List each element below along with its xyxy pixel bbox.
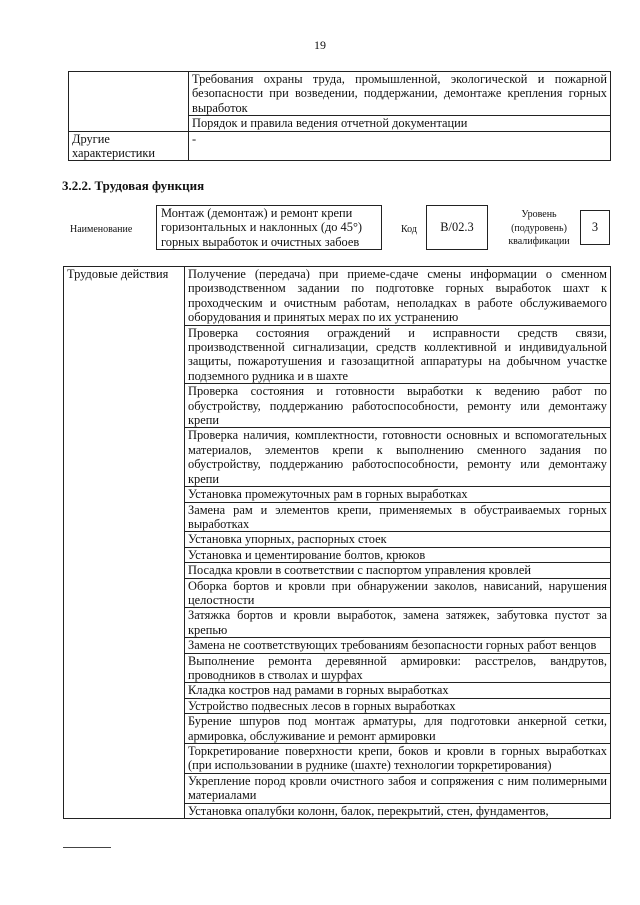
labor-action-item: Проверка состояния ограждений и исправности средств связи, производственной сигнализации, средств коллективной и индивидуальной защиты, пожаротушения и газозащитной аппаратуры на добычном участке подземного рудника и в шахте <box>185 325 611 384</box>
table-row <box>64 267 611 326</box>
name-label: Наименование <box>70 224 133 235</box>
labor-action-item: Торкретирование поверхности крепи, боков и кровли в горных выработках (при использовании в руднике (шахте) технологии торкретирования) <box>185 744 611 774</box>
code-value: В/02.3 <box>440 220 474 234</box>
labor-action-item: Установка опалубки колонн, балок, перекрытий, стен, фундаментов, <box>185 803 611 818</box>
knowledge-table <box>68 71 611 161</box>
row-label: Другие характеристики <box>69 131 189 161</box>
labor-actions-table <box>63 266 611 819</box>
table-row <box>69 131 611 161</box>
labor-action-item: Устройство подвесных лесов в горных выработках <box>185 698 611 713</box>
level-value: 3 <box>591 220 599 234</box>
code-box <box>426 205 488 250</box>
level-label: Уровень (подуровень) квалификации <box>508 209 570 247</box>
level-box <box>580 210 610 245</box>
row-text: Требования охраны труда, промышленной, экологической и пожарной безопасности при возведении, поддержании, демонтаже крепления горных выработок <box>189 72 611 116</box>
labor-action-item: Проверка состояния и готовности выработки к ведению работ по обустройству, поддержанию работоспособности, ремонту или демонтажу крепи <box>185 384 611 428</box>
code-label: Код <box>401 224 417 235</box>
function-name-box: Монтаж (демонтаж) и ремонт крепи горизонтальных и наклонных (до 45°) горных выработок и очистных забоев <box>156 205 382 250</box>
labor-action-item: Установка промежуточных рам в горных выработках <box>185 487 611 502</box>
labor-action-item: Посадка кровли в соответствии с паспортом управления кровлей <box>185 563 611 578</box>
section-heading: 3.2.2. Трудовая функция <box>62 178 205 193</box>
labor-action-item: Проверка наличия, комплектности, готовности основных и вспомогательных материалов, элементов крепи к выполнению сменного задания по обустройству, поддержанию работоспособности, ремонту или демонтажу крепи <box>185 428 611 487</box>
row-text: - <box>189 131 611 161</box>
labor-action-item: Установка и цементирование болтов, крюков <box>185 547 611 562</box>
labor-action-item: Кладка костров над рамами в горных выработках <box>185 683 611 698</box>
labor-action-item: Установка упорных, распорных стоек <box>185 532 611 547</box>
labor-action-item: Замена не соответствующих требованиям безопасности горных работ венцов <box>185 638 611 653</box>
page-number: 19 <box>314 38 326 52</box>
labor-action-item: Укрепление пород кровли очистного забоя и сопряжения с ним полимерными материалами <box>185 773 611 803</box>
labor-action-item: Получение (передача) при приеме-сдаче смены информации о сменном производственном задании по подготовке горных выработок шахт к проходческим и очистным работам, неполадках в работе обслуживаемого оборудования и принятых мерах по их устранению <box>185 267 611 326</box>
labor-action-item: Затяжка бортов и кровли выработок, замена затяжек, забутовка пустот за крепью <box>185 608 611 638</box>
row-label <box>69 72 189 132</box>
labor-action-item: Оборка бортов и кровли при обнаружении заколов, нависаний, нарушения целостности <box>185 578 611 608</box>
labor-action-item: Выполнение ремонта деревянной армировки: расстрелов, вандрутов, проводников в стволах и шурфах <box>185 653 611 683</box>
footer-divider <box>63 847 111 848</box>
labor-actions-label: Трудовые действия <box>64 267 185 819</box>
table-row <box>69 72 611 116</box>
row-text: Порядок и правила ведения отчетной документации <box>189 116 611 131</box>
labor-action-item: Бурение шпуров под монтаж арматуры, для подготовки анкерной сетки, армировка, обслуживание и ремонт армировки <box>185 714 611 744</box>
labor-action-item: Замена рам и элементов крепи, применяемых в обустраиваемых горных выработках <box>185 502 611 532</box>
